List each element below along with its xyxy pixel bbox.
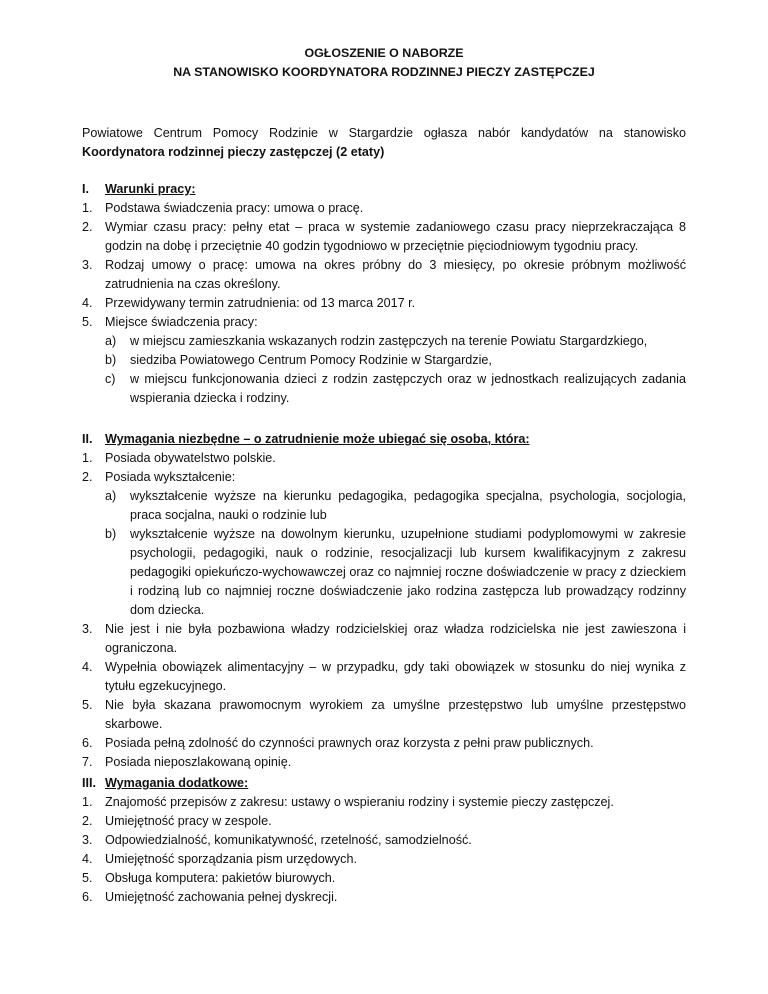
section-required: [82, 430, 686, 772]
section-title: Warunki pracy:: [105, 182, 196, 196]
list-item: 3. Nie jest i nie była pozbawiona władzy rodzicielskiej oraz władza rodzicielska nie jest zawieszona i ograniczona.: [82, 622, 686, 655]
intro-paragraph: [82, 124, 686, 162]
section-work-conditions: [82, 180, 686, 408]
list-item: 3. Rodzaj umowy o pracę: umowa na okres próbny do 3 miesięcy, po okresie próbnym możliwość zatrudnienia na czas określony.: [82, 258, 686, 291]
list-item: 5. Nie była skazana prawomocnym wyrokiem za umyślne przestępstwo lub umyślne przestępstwo skarbowe.: [82, 698, 686, 731]
list-item: 2. Umiejętność pracy w zespole.: [82, 814, 272, 828]
intro-position: Koordynatora rodzinnej pieczy zastępczej (2 etaty): [82, 145, 385, 159]
section-heading: [82, 774, 686, 793]
section-heading: [82, 180, 686, 199]
sub-list-item: a) wykształcenie wyższe na kierunku pedagogika, pedagogika specjalna, psychologia, socjologia, praca socjalna, nauki o rodzinie lub: [105, 489, 686, 522]
list-item: 4. Umiejętność sporządzania pism urzędowych.: [82, 852, 357, 866]
sub-list-item: c) w miejscu funkcjonowania dzieci z rodzin zastępczych oraz w jednostkach realizujących zadania wspierania dziecka i rodziny.: [105, 372, 686, 405]
section-number: III.: [82, 776, 96, 790]
list-item: 1. Znajomość przepisów z zakresu: ustawy o wspieraniu rodziny i systemie pieczy zastępczej.: [82, 795, 614, 809]
section-number: I.: [82, 182, 89, 196]
section-heading: [82, 430, 686, 449]
list-item: 3. Odpowiedzialność, komunikatywność, rzetelność, samodzielność.: [82, 833, 472, 847]
section-number: II.: [82, 432, 93, 446]
list-item: 2. Wymiar czasu pracy: pełny etat – praca w systemie zadaniowego czasu pracy nieprzekraczająca 8 godzin na dobę i przeciętnie 40 godzin tygodniowo w przeciętnie pięciodniowym tygodniu pracy.: [82, 220, 686, 253]
section-additional: [82, 774, 686, 907]
section-title: Wymagania niezbędne – o zatrudnienie może ubiegać się osoba, która:: [105, 432, 530, 446]
list-item: 4. Przewidywany termin zatrudnienia: od 13 marca 2017 r.: [82, 296, 416, 310]
sub-list-item: b) wykształcenie wyższe na dowolnym kierunku, uzupełnione studiami podyplomowymi w zakresie psychologii, pedagogiki, nauk o rodzinie, resocjalizacji lub kursem kwalifikacyjnym z zakresu pedagogiki opiekuńczo-wychowawczej oraz co najmniej roczne doświadczenie w pracy z dzieckiem i rodziną lub co najmniej roczne doświadczenie jako rodzina zastępcza lub prowadzący rodzinny dom dziecka.: [105, 527, 686, 617]
list-item: 1. Posiada obywatelstwo polskie.: [82, 451, 276, 465]
list-item: 6. Umiejętność zachowania pełnej dyskrecji.: [82, 890, 338, 904]
title-line-1: OGŁOSZENIE O NABORZE: [304, 46, 464, 60]
list-item: 6. Posiada pełną zdolność do czynności prawnych oraz korzysta z pełni praw publicznych.: [82, 736, 594, 750]
sub-list-item: b) siedziba Powiatowego Centrum Pomocy Rodzinie w Stargardzie,: [105, 353, 492, 367]
list-item: 5. Miejsce świadczenia pracy:: [82, 315, 258, 329]
list-item: 2. Posiada wykształcenie:: [82, 470, 236, 484]
document-title: [0, 44, 768, 82]
list-item: 4. Wypełnia obowiązek alimentacyjny – w przypadku, gdy taki obowiązek w stosunku do niej wynika z tytułu egzekucyjnego.: [82, 660, 686, 693]
intro-text: Powiatowe Centrum Pomocy Rodzinie w Stargardzie ogłasza nabór kandydatów na stanowisko: [82, 126, 686, 140]
list-item: 7. Posiada nieposzlakowaną opinię.: [82, 755, 292, 769]
list-item: 5. Obsługa komputera: pakietów biurowych.: [82, 871, 336, 885]
title-line-2: NA STANOWISKO KOORDYNATORA RODZINNEJ PIECZY ZASTĘPCZEJ: [173, 65, 595, 79]
section-title: Wymagania dodatkowe:: [105, 776, 249, 790]
list-item: 1. Podstawa świadczenia pracy: umowa o pracę.: [82, 201, 364, 215]
sub-list-item: a) w miejscu zamieszkania wskazanych rodzin zastępczych na terenie Powiatu Stargardzkiego,: [105, 334, 648, 348]
